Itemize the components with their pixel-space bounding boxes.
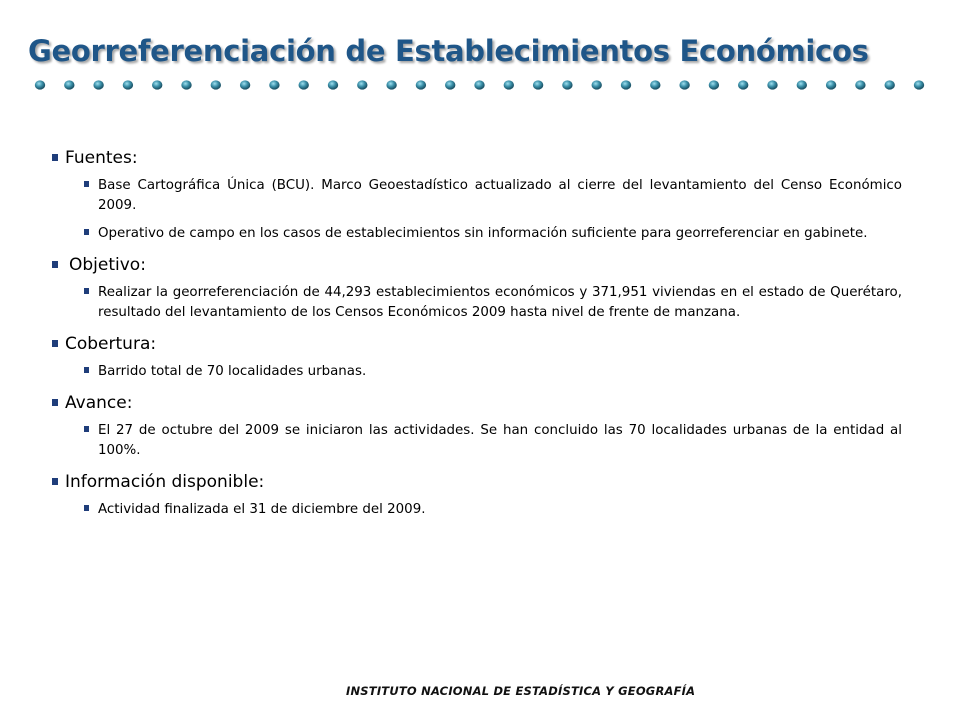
list-item (52, 224, 902, 244)
decorative-dot (123, 80, 133, 89)
square-bullet-icon (84, 426, 89, 432)
list-item-text: Barrido total de 70 localidades urbanas. (98, 364, 367, 379)
decorative-dot (914, 80, 924, 89)
decorative-dot (592, 80, 602, 89)
list-item-text: Operativo de campo en los casos de establecimientos sin información suficiente para georreferenciar en gabinete. (98, 226, 868, 241)
square-bullet-icon (52, 478, 58, 485)
decorative-dot (709, 80, 719, 89)
decorative-dot (416, 80, 426, 89)
square-bullet-icon (52, 340, 58, 347)
section-heading: Fuentes: (65, 148, 138, 168)
section-objetivo (52, 255, 902, 275)
decorative-dot (357, 80, 367, 89)
decorative-dot (35, 80, 45, 89)
decorative-dot (299, 80, 309, 89)
square-bullet-icon (84, 181, 89, 187)
section-informacion-disponible (52, 472, 902, 492)
square-bullet-icon (52, 261, 58, 268)
decorative-dot (504, 80, 514, 89)
list-item-text: Realizar la georreferenciación de 44,293 establecimientos económicos y 371,951 viviendas en el estado de Querétaro, resultado del levantamiento de los Censos Económicos 2009 hasta nivel de frente de manzana. (98, 285, 902, 320)
square-bullet-icon (52, 399, 58, 406)
list-item-text: Base Cartográfica Única (BCU). Marco Geoestadístico actualizado al cierre del levantamiento del Censo Económico 2009. (98, 178, 902, 213)
decorative-dot (855, 80, 865, 89)
decorative-dot (533, 80, 543, 89)
section-avance (52, 393, 902, 413)
slide-content (52, 148, 902, 520)
square-bullet-icon (84, 229, 89, 235)
section-heading: Información disponible: (65, 472, 265, 492)
list-item (52, 283, 902, 323)
decorative-dot-row (30, 77, 930, 95)
decorative-dot (152, 80, 162, 89)
decorative-dot (826, 80, 836, 89)
list-item (52, 362, 902, 382)
decorative-dot (621, 80, 631, 89)
square-bullet-icon (84, 505, 89, 511)
square-bullet-icon (84, 288, 89, 294)
decorative-dot (797, 80, 807, 89)
list-item (52, 421, 902, 461)
decorative-dot (328, 80, 338, 89)
square-bullet-icon (52, 154, 58, 161)
section-heading: Objetivo: (69, 255, 146, 275)
decorative-dot (679, 80, 689, 89)
decorative-dot (767, 80, 777, 89)
decorative-dot (562, 80, 572, 89)
decorative-dot (93, 80, 103, 89)
decorative-dot (269, 80, 279, 89)
list-item-text: Actividad finalizada el 31 de diciembre del 2009. (98, 502, 426, 517)
decorative-dot (240, 80, 250, 89)
decorative-dot (211, 80, 221, 89)
decorative-dot (738, 80, 748, 89)
section-fuentes (52, 148, 902, 168)
list-item-text: El 27 de octubre del 2009 se iniciaron las actividades. Se han concluido las 70 localidades urbanas de la entidad al 100%. (98, 423, 902, 458)
square-bullet-icon (84, 367, 89, 373)
decorative-dot (474, 80, 484, 89)
section-heading: Cobertura: (65, 334, 157, 354)
list-item (52, 176, 902, 216)
decorative-dot (386, 80, 396, 89)
section-cobertura (52, 334, 902, 354)
decorative-dot (64, 80, 74, 89)
page-title: Georreferenciación de Establecimientos Económicos (28, 34, 869, 68)
decorative-dot (885, 80, 895, 89)
list-item (52, 500, 902, 520)
decorative-dot (445, 80, 455, 89)
footer-institution-name: INSTITUTO NACIONAL DE ESTADÍSTICA Y GEOGRAFÍA (346, 684, 696, 698)
section-heading: Avance: (65, 393, 133, 413)
decorative-dot (181, 80, 191, 89)
decorative-dot (650, 80, 660, 89)
